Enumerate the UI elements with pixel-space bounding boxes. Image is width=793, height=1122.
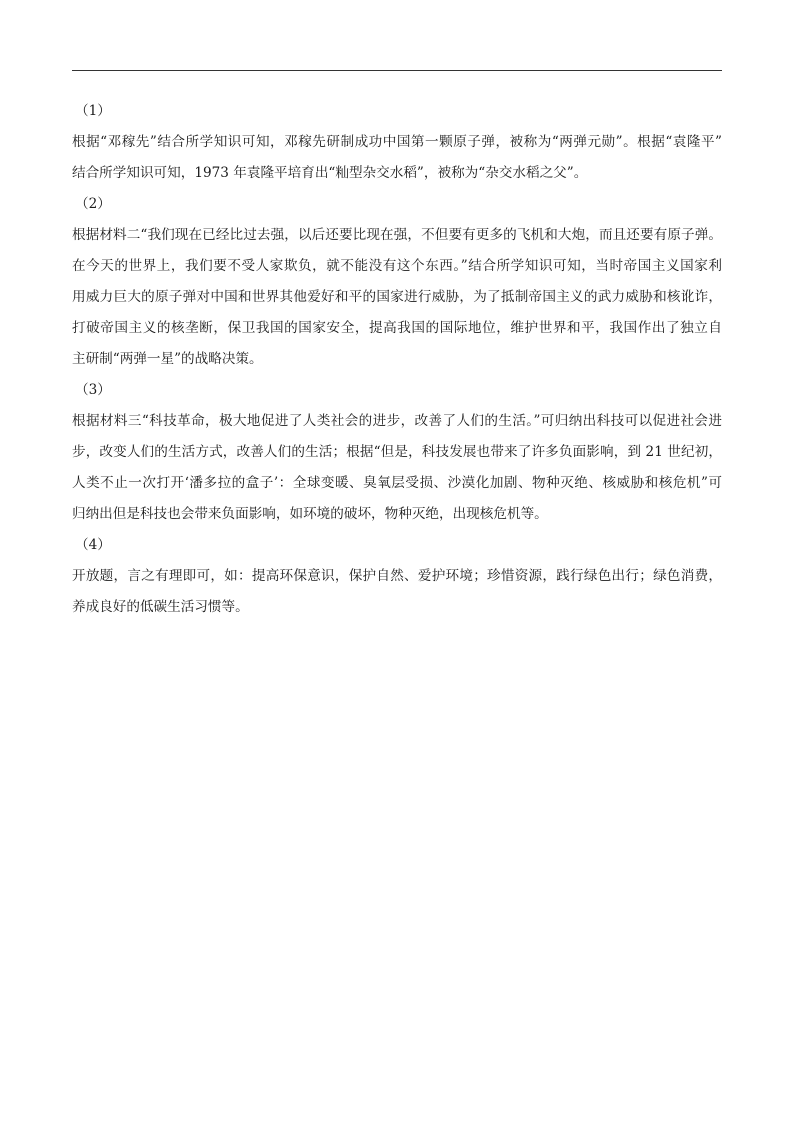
paragraph-line: 养成良好的低碳生活习惯等。 xyxy=(72,599,249,615)
paragraph-line: 用威力巨大的原子弹对中国和世界其他爱好和平的国家进行威胁，为了抵制帝国主义的武力威胁和核讹诈， xyxy=(72,289,722,305)
section-label: （4） xyxy=(75,537,111,553)
paragraph-line: 开放题，言之有理即可，如：提高环保意识，保护自然、爱护环境；珍惜资源，践行绿色出行；绿色消费， xyxy=(72,568,722,584)
section-label: （1） xyxy=(75,103,111,119)
answer-section-4 xyxy=(72,530,722,623)
header-rule xyxy=(72,70,722,71)
paragraph-line: 根据材料二“我们现在已经比过去强，以后还要比现在强，不但要有更多的飞机和大炮，而且还要有原子弹。 xyxy=(72,227,722,243)
answer-content xyxy=(72,96,722,623)
paragraph-line: 归纳出但是科技也会带来负面影响，如环境的破坏，物种灭绝，出现核危机等。 xyxy=(72,506,548,522)
section-label: （3） xyxy=(75,382,111,398)
paragraph-line: 人类不止一次打开‘潘多拉的盒子’：全球变暖、臭氧层受损、沙漠化加剧、物种灭绝、核威胁和核危机”可 xyxy=(72,475,722,491)
section-label: （2） xyxy=(75,196,111,212)
paragraph-line: 根据材料三“科技革命，极大地促进了人类社会的进步，改善了人们的生活。”可归纳出科技可以促进社会进 xyxy=(72,413,722,429)
paragraph-line: 在今天的世界上，我们要不受人家欺负，就不能没有这个东西。”结合所学知识可知，当时帝国主义国家利 xyxy=(72,258,722,274)
paragraph-line: 根据“邓稼先”结合所学知识可知，邓稼先研制成功中国第一颗原子弹，被称为“两弹元勋”。根据“袁隆平” xyxy=(72,134,722,150)
paragraph-line: 打破帝国主义的核垄断，保卫我国的国家安全，提高我国的国际地位，维护世界和平，我国作出了独立自 xyxy=(72,320,722,336)
answer-section-3 xyxy=(72,375,722,530)
paragraph-line: 主研制“两弹一星”的战略决策。 xyxy=(72,351,263,367)
answer-section-1 xyxy=(72,96,722,189)
answer-section-2 xyxy=(72,189,722,375)
paragraph-line: 结合所学知识可知，1973 年袁隆平培育出“籼型杂交水稻”，被称为“杂交水稻之父”。 xyxy=(72,165,588,181)
paragraph-line: 步，改变人们的生活方式，改善人们的生活；根据“但是，科技发展也带来了许多负面影响，到 21 世纪初， xyxy=(72,444,722,460)
